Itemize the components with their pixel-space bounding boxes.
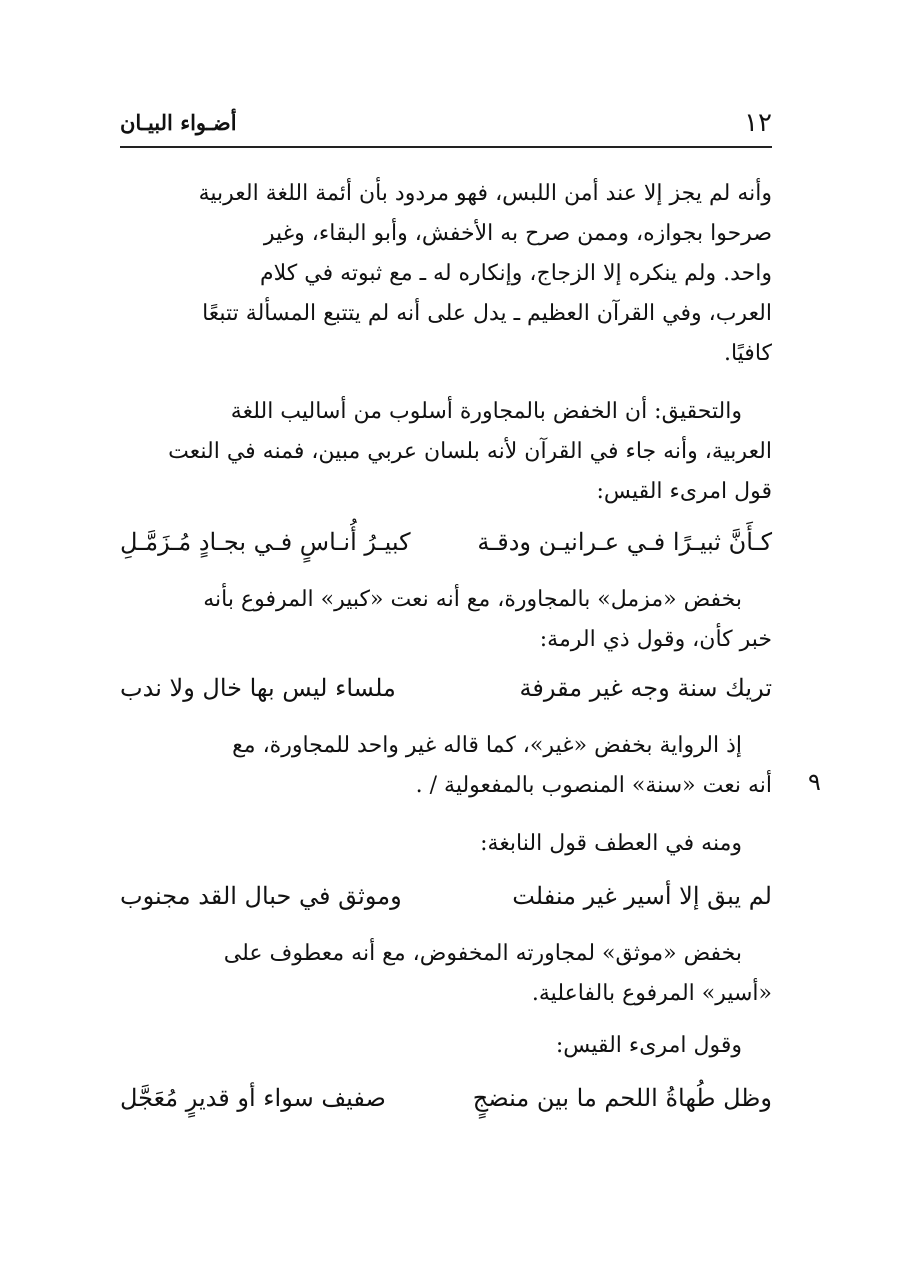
text-line: [120, 766, 772, 806]
text-line: بخفض «موثق» لمجاورته المخفوض، مع أنه معطوف على: [223, 941, 742, 966]
verse-2: [120, 666, 772, 718]
text-line: قول امرىء القيس:: [596, 479, 772, 504]
text-line: كافيًا.: [723, 341, 772, 366]
text-line: صرحوا بجوازه، وممن صرح به الأخفش، وأبو البقاء، وغير: [263, 221, 772, 246]
text-line-content: أنه نعت «سنة» المنصوب بالمفعولية / .: [415, 773, 772, 798]
text-line: العرب، وفي القرآن العظيم ـ يدل على أنه لم يتتبع المسألة تتبعًا: [202, 301, 772, 326]
paragraph-4: [120, 726, 821, 806]
text-line: خبر كأن، وقول ذي الرمة:: [539, 627, 772, 652]
paragraph-6: [120, 934, 772, 1014]
page-header: [120, 100, 772, 148]
text-line: إذ الرواية بخفض «غير»، كما قاله غير واحد للمجاورة، مع: [232, 733, 742, 758]
verse-first-hemistich: لم يبق إلا أسير غير منفلت: [512, 882, 772, 910]
verse-first-hemistich: تريك سنة وجه غير مقرفة: [519, 674, 772, 702]
page-number: ١٢: [744, 108, 772, 138]
paragraph-5: [120, 824, 772, 864]
running-title: أضـواء البيـان: [120, 110, 237, 135]
text-line: ومنه في العطف قول النابغة:: [480, 831, 742, 856]
paragraph-3: [120, 580, 772, 660]
text-line: وقول امرىء القيس:: [555, 1033, 742, 1058]
verse-second-hemistich: كبيـرُ أُنـاسٍ فـي بجـادٍ مُـزَمَّـلِ: [120, 528, 411, 556]
paragraph-2: [120, 392, 772, 512]
verse-first-hemistich: وظل طُهاةُ اللحم ما بين منضجٍ: [472, 1084, 772, 1112]
paragraph-7: [120, 1026, 772, 1066]
verse-3: [120, 874, 772, 926]
text-line: «أسير» المرفوع بالفاعلية.: [531, 981, 772, 1006]
text-line: بخفض «مزمل» بالمجاورة، مع أنه نعت «كبير» المرفوع بأنه: [203, 587, 742, 612]
verse-second-hemistich: وموثق في حبال القد مجنوب: [120, 882, 402, 910]
text-line: والتحقيق: أن الخفض بالمجاورة أسلوب من أساليب اللغة: [230, 399, 742, 424]
text-line: وأنه لم يجز إلا عند أمن اللبس، فهو مردود بأن أئمة اللغة العربية: [198, 181, 772, 206]
verse-second-hemistich: ملساء ليس بها خال ولا ندب: [120, 674, 396, 702]
verse-first-hemistich: كـأَنَّ ثبيـرًا فـي عـرانيـن ودقـة: [477, 528, 772, 556]
verse-1: [120, 520, 772, 572]
book-page: [120, 100, 821, 1128]
paragraph-1: [120, 174, 772, 374]
text-line: العربية، وأنه جاء في القرآن لأنه بلسان عربي مبين، فمنه في النعت: [168, 439, 772, 464]
verse-4: [120, 1076, 772, 1128]
margin-page-number: ٩: [808, 768, 821, 796]
verse-second-hemistich: صفيف سواء أو قديرٍ مُعَجَّل: [120, 1084, 386, 1112]
text-line: واحد. ولم ينكره إلا الزجاج، وإنكاره له ـ مع ثبوته في كلام: [260, 261, 772, 286]
